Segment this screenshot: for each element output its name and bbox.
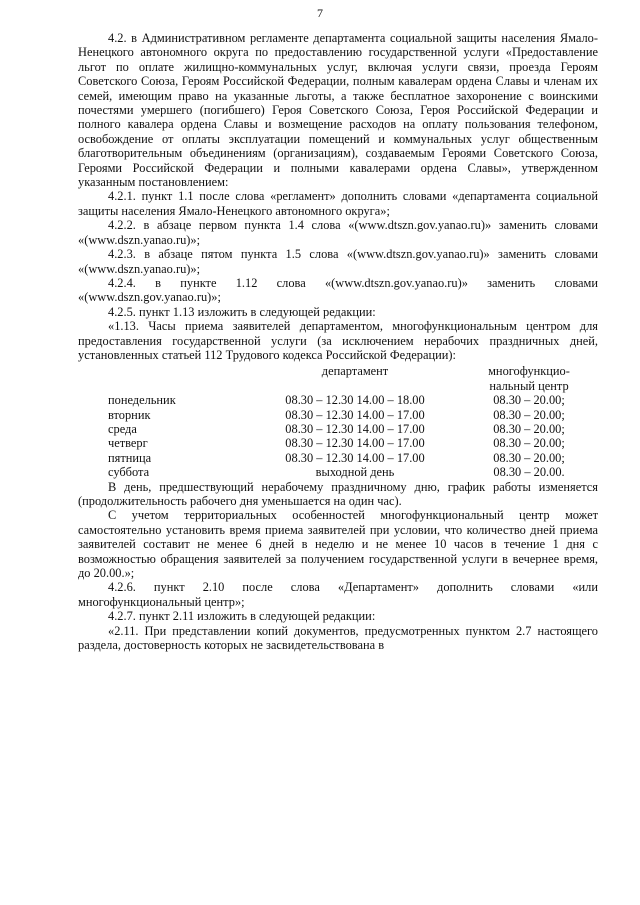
table-row	[78, 393, 598, 407]
mfc-hours-cell: 08.30 – 20.00;	[493, 393, 565, 408]
table-row	[78, 436, 598, 450]
document-body	[78, 31, 598, 652]
dept-hours-cell: 08.30 – 12.30 14.00 – 18.00	[285, 393, 425, 408]
table-row	[78, 465, 598, 479]
header-department: департамент	[321, 364, 389, 379]
day-cell: понедельник	[108, 393, 176, 408]
day-cell: суббота	[108, 465, 150, 480]
table-row	[78, 408, 598, 422]
mfc-hours-cell: 08.30 – 20.00;	[493, 450, 565, 465]
paragraph-1-13: «1.13. Часы приема заявителей департаментом, многофункциональным центром для предоставления государственной услуги (за исключением нерабочих праздничных дней, установленных статьей 112 Трудового кодекса Российской Федерации):	[78, 319, 598, 362]
mfc-hours-cell: 08.30 – 20.00.	[493, 465, 565, 480]
day-cell: вторник	[108, 407, 151, 422]
paragraph-holiday-note: В день, предшествующий нерабочему праздничному дню, график работы изменяется (продолжительность рабочего дня уменьшается на один час).	[78, 479, 598, 508]
paragraph-4-2-4: 4.2.4. в пункте 1.12 слова «(www.dtszn.gov.yanao.ru)» заменить словами «(www.dszn.gov.yanao.ru)»;	[78, 275, 598, 305]
mfc-hours-cell: 08.30 – 20.00;	[493, 436, 565, 451]
day-cell: среда	[108, 421, 137, 436]
dept-hours-cell: 08.30 – 12.30 14.00 – 17.00	[285, 407, 425, 422]
paragraph-4-2-7: 4.2.7. пункт 2.11 изложить в следующей редакции:	[108, 609, 376, 624]
reception-hours-table	[78, 364, 598, 479]
dept-hours-cell: 08.30 – 12.30 14.00 – 17.00	[285, 436, 425, 451]
table-header-row	[78, 364, 598, 393]
paragraph-4-2-6: 4.2.6. пункт 2.10 после слова «Департамент» дополнить словами «или многофункциональный центр»;	[78, 580, 598, 609]
paragraph-4-2-5: 4.2.5. пункт 1.13 изложить в следующей редакции:	[108, 304, 376, 319]
paragraph-2-11: «2.11. При представлении копий документов, предусмотренных пунктом 2.7 настоящего раздела, достоверность которых не засвидетельствована в	[78, 623, 598, 653]
table-row	[78, 422, 598, 436]
paragraph-4-2: 4.2. в Административном регламенте департамента социальной защиты населения Ямало-Ненецкого автономного округа по предоставлению государственной услуги «Предоставление льгот по оплате жилищно-коммунальных услуг, включая услуги связи, проезда Героям Советского Союза, Героям Российской Федерации, полным кавалерам ордена Славы и членам их семей, имеющим право на указанные льготы, а также бесплатное захоронение с воинскими почестями умершего (погибшего) Героя Советского Союза, Героя Российской Федерации и полного кавалера ордена Славы и возмещение расходов на оплату пользования телефоном, освобождение от оплаты эксплуатации помещений и коммунальных услуг общественным благотворительным объединениям (организациям), создаваемым Героями Советского Союза, Героями Российской Федерации и полными кавалерами ордена Славы», утвержденном указанным постановлением:	[78, 31, 598, 190]
mfc-hours-cell: 08.30 – 20.00;	[493, 407, 565, 422]
table-row	[78, 451, 598, 465]
paragraph-territorial-note: С учетом территориальных особенностей многофункциональный центр может самостоятельно установить время приема заявителей при условии, что количество дней приема заявителей составит не менее 6 дней в неделю и не менее 10 часов в течение 1 дня с возможностью обращения заявителей за получением государственной услуги в вечернее время, до 20.00.»;	[78, 508, 598, 581]
mfc-hours-cell: 08.30 – 20.00;	[493, 421, 565, 436]
paragraph-4-2-3: 4.2.3. в абзаце пятом пункта 1.5 слова «(www.dtszn.gov.yanao.ru)» заменить словами «(www.dszn.yanao.ru)»;	[78, 247, 598, 276]
day-cell: пятница	[108, 450, 152, 465]
page-number: 7	[317, 6, 323, 20]
paragraph-4-2-2: 4.2.2. в абзаце первом пункта 1.4 слова «(www.dtszn.gov.yanao.ru)» заменить словами «(www.dszn.yanao.ru)»;	[78, 218, 598, 247]
header-mfc: многофункцио-нальный центр	[488, 364, 570, 393]
dept-hours-cell: 08.30 – 12.30 14.00 – 17.00	[285, 450, 425, 465]
day-cell: четверг	[108, 436, 148, 451]
dept-hours-cell: 08.30 – 12.30 14.00 – 17.00	[285, 421, 425, 436]
dept-hours-cell: выходной день	[315, 465, 395, 480]
paragraph-4-2-1: 4.2.1. пункт 1.1 после слова «регламент» дополнить словами «департамента социальной защиты населения Ямало-Ненецкого автономного округа»;	[78, 189, 598, 218]
